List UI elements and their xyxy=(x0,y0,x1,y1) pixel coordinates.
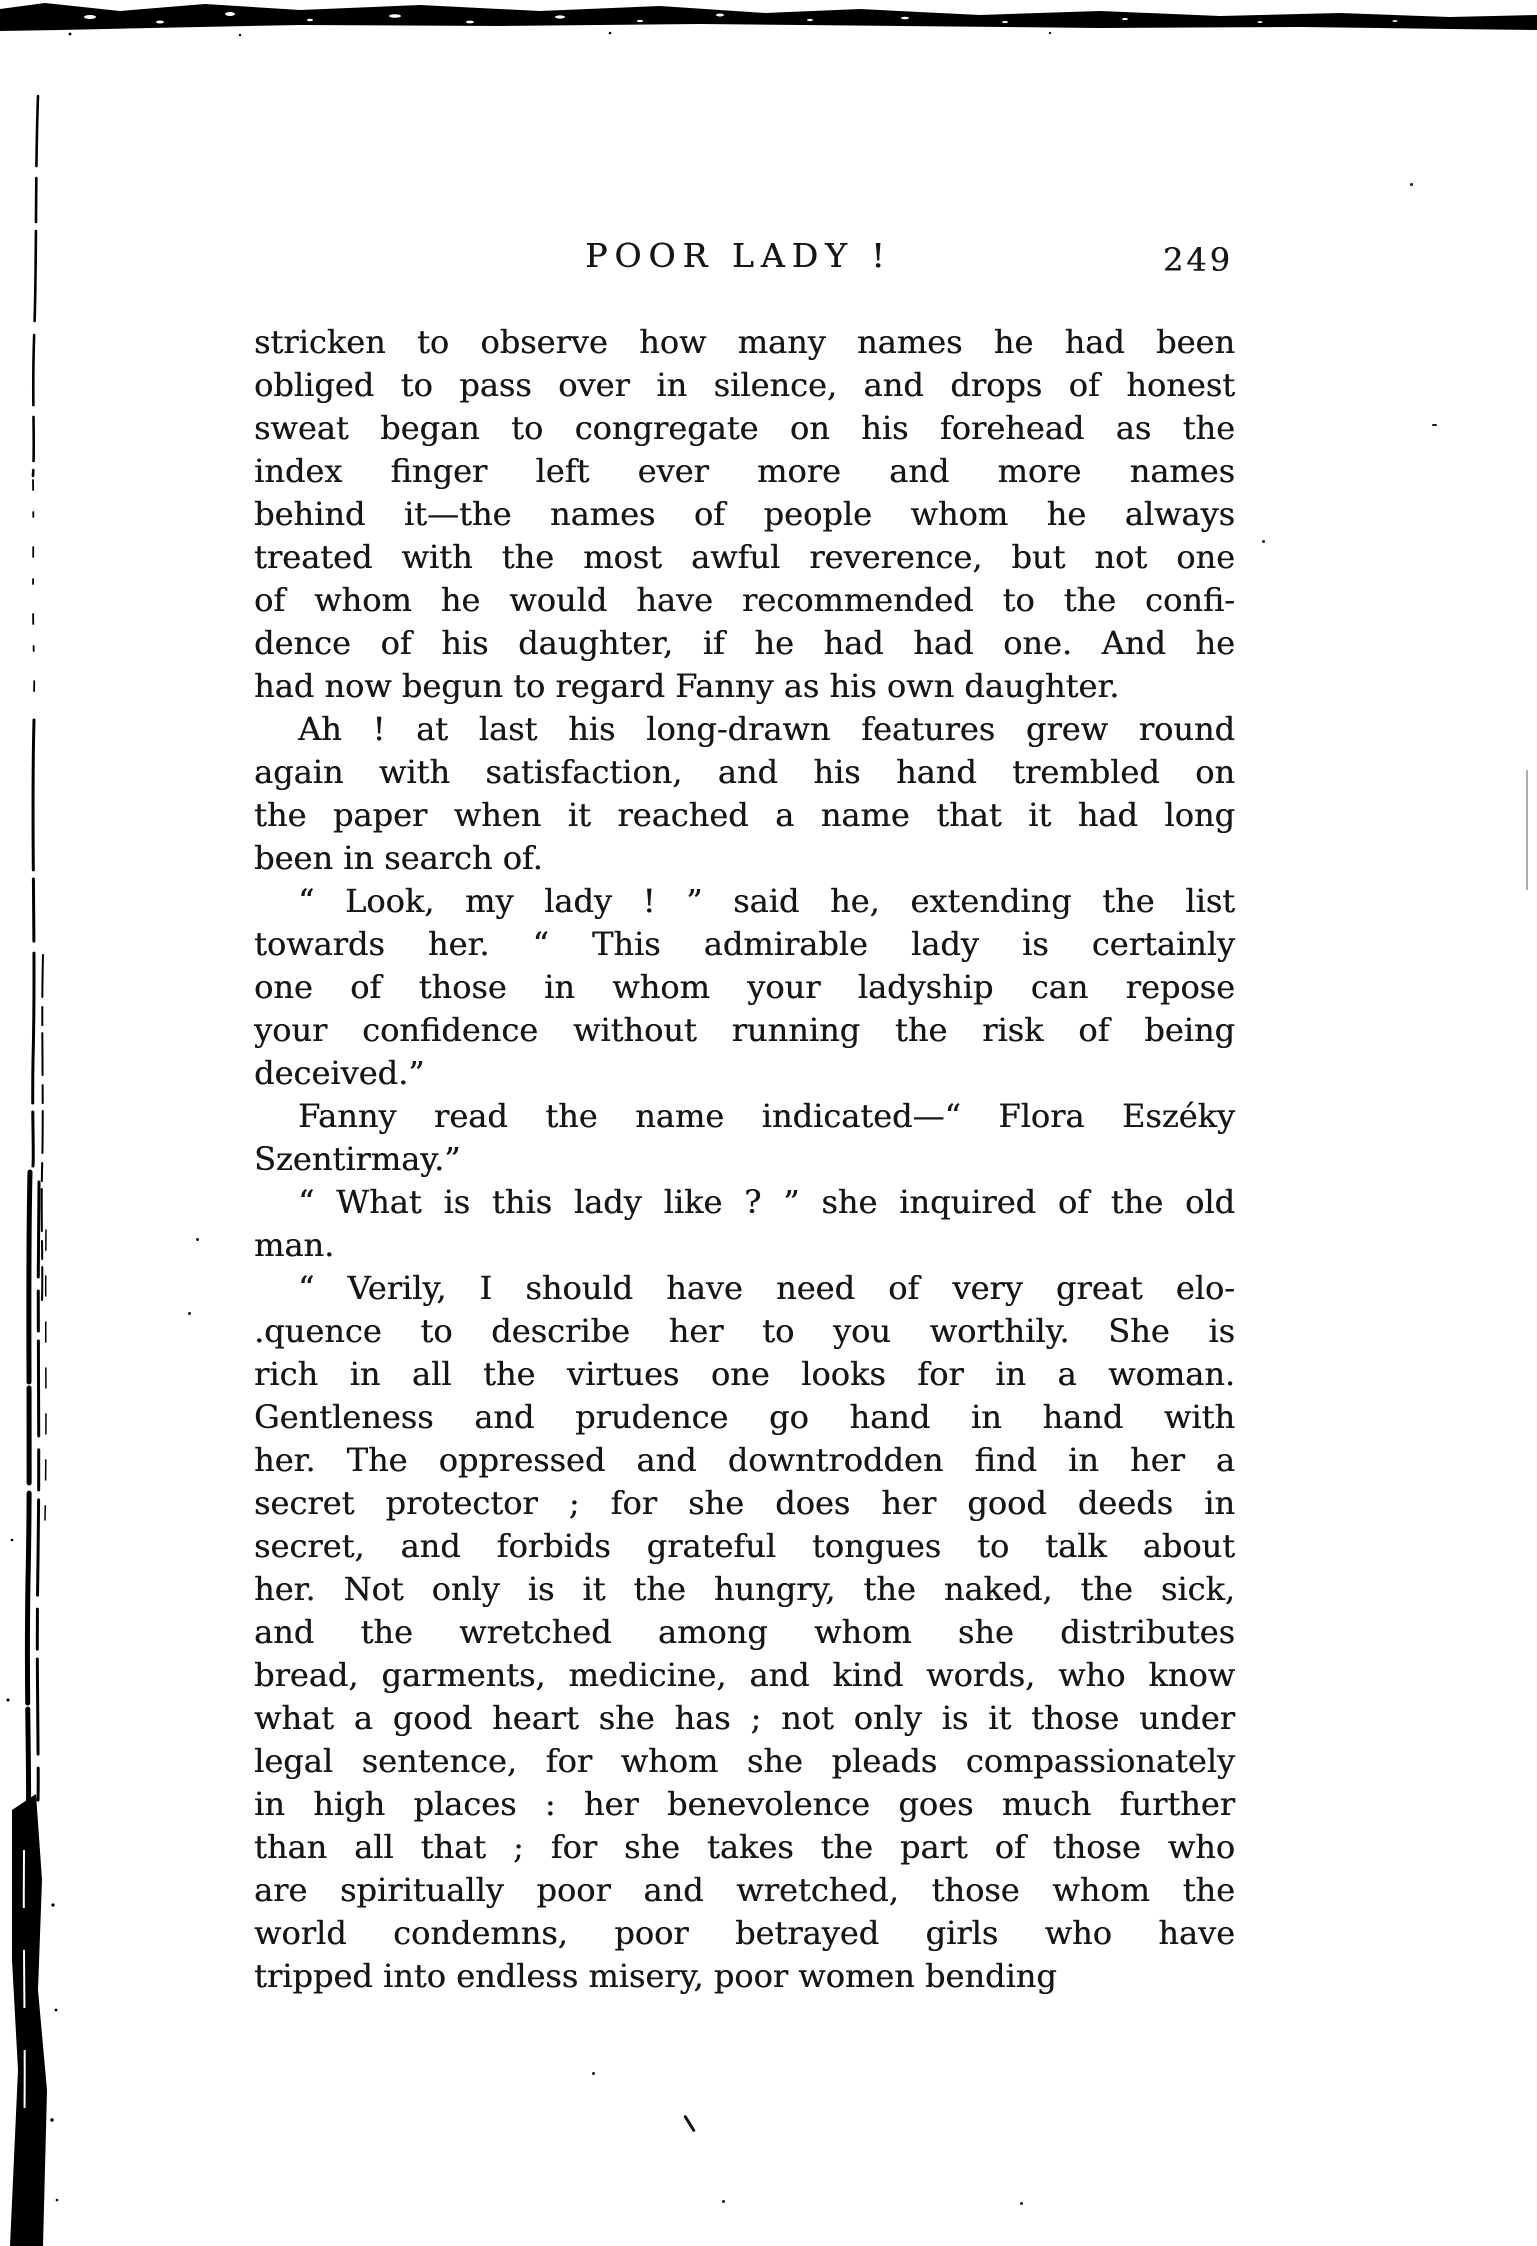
text-line: than all that ; for she takes the part of those who xyxy=(254,1828,1235,1866)
text-line: sweat began to congregate on his forehead as the xyxy=(254,409,1235,447)
text-line: towards her. “ This admirable lady is certainly xyxy=(254,925,1235,963)
text-line: secret protector ; for she does her good deeds in xyxy=(254,1484,1235,1522)
ink-speck xyxy=(188,1312,191,1315)
text-line: legal sentence, for whom she pleads compassionately xyxy=(254,1742,1235,1780)
text-line: “ Verily, I should have need of very great elo- xyxy=(298,1269,1235,1307)
text-line: obliged to pass over in silence, and drops of honest xyxy=(254,366,1235,404)
ink-speck xyxy=(592,2072,595,2075)
text-line: what a good heart she has ; not only is it those under xyxy=(254,1699,1235,1737)
ink-speck xyxy=(1262,540,1265,543)
text-line: your confidence without running the risk of being xyxy=(254,1011,1235,1049)
text-line: behind it—the names of people whom he always xyxy=(254,495,1235,533)
text-line: her. Not only is it the hungry, the naked, the sick, xyxy=(254,1570,1235,1608)
ink-speck xyxy=(722,2200,725,2203)
text-line: of whom he would have recommended to the confi- xyxy=(254,581,1235,619)
text-line: treated with the most awful reverence, but not one xyxy=(254,538,1235,576)
text-line: the paper when it reached a name that it had long xyxy=(254,796,1235,834)
text-line: “ What is this lady like ? ” she inquired of the old xyxy=(298,1183,1235,1221)
ink-speck xyxy=(1020,2202,1023,2205)
text-line: bread, garments, medicine, and kind words, who know xyxy=(254,1656,1235,1694)
ink-speck xyxy=(1410,183,1413,186)
scan-artifact-top-bar xyxy=(0,0,1537,44)
text-line: are spiritually poor and wretched, those whom the xyxy=(254,1871,1235,1909)
text-line: Szentirmay.” xyxy=(254,1140,461,1178)
text-line: in high places : her benevolence goes much further xyxy=(254,1785,1235,1823)
text-line: deceived.” xyxy=(254,1054,425,1092)
text-block xyxy=(254,321,1235,1998)
text-line: dence of his daughter, if he had had one. And he xyxy=(254,624,1235,662)
text-line: “ Look, my lady ! ” said he, extending the list xyxy=(298,882,1235,920)
text-line: .quence to describe her to you worthily. She is xyxy=(254,1312,1235,1350)
ink-speck xyxy=(196,1238,199,1241)
text-line: one of those in whom your ladyship can repose xyxy=(254,968,1235,1006)
stray-pen-mark xyxy=(683,2115,696,2133)
text-line: and the wretched among whom she distributes xyxy=(254,1613,1235,1651)
text-line: been in search of. xyxy=(254,839,543,877)
page-number: 249 xyxy=(1162,241,1233,279)
scan-artifact-left-gutter xyxy=(0,0,70,2246)
text-line: Fanny read the name indicated—“ Flora Eszéky xyxy=(298,1097,1235,1135)
text-line: her. The oppressed and downtrodden find in her a xyxy=(254,1441,1235,1479)
text-line: world condemns, poor betrayed girls who have xyxy=(254,1914,1235,1952)
text-line: man. xyxy=(254,1226,335,1264)
text-line: index finger left ever more and more names xyxy=(254,452,1235,490)
ink-speck xyxy=(1432,424,1437,426)
text-line: Gentleness and prudence go hand in hand with xyxy=(254,1398,1235,1436)
text-line: again with satisfaction, and his hand trembled on xyxy=(254,753,1235,791)
text-line: Ah ! at last his long-drawn features grew round xyxy=(298,710,1235,748)
page-header xyxy=(254,236,1235,290)
text-line: secret, and forbids grateful tongues to talk about xyxy=(254,1527,1235,1565)
text-line: stricken to observe how many names he had been xyxy=(254,323,1235,361)
scan-fold-line xyxy=(1526,770,1528,890)
text-line: rich in all the virtues one looks for in a woman. xyxy=(254,1355,1235,1393)
running-title: POOR LADY ! xyxy=(585,236,892,275)
text-line: had now begun to regard Fanny as his own daughter. xyxy=(254,667,1120,705)
text-line: tripped into endless misery, poor women bending xyxy=(254,1957,1057,1995)
